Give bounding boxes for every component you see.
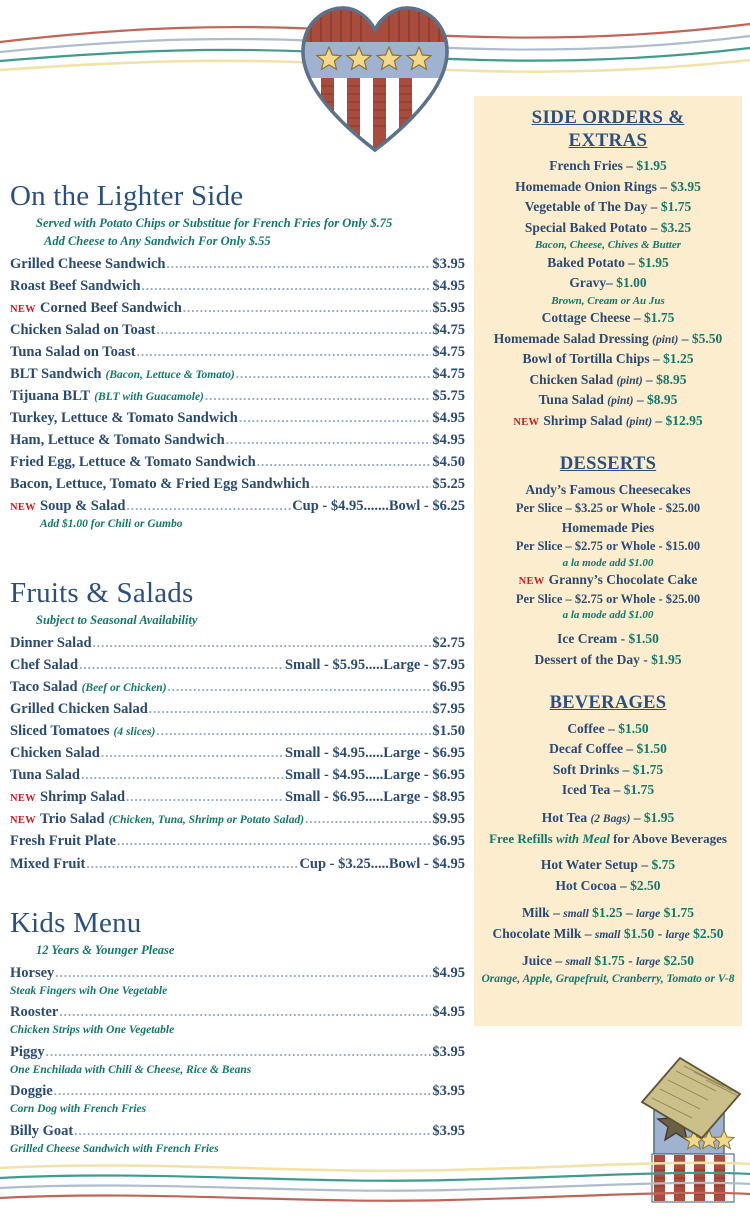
item-name: Hot Water Setup [540, 857, 638, 872]
dash: – [653, 351, 660, 367]
item-price: $2.50 [630, 877, 661, 893]
dot-leader [101, 743, 284, 763]
item-price: Cup - $4.95.......Bowl - $6.25 [292, 498, 465, 515]
item-name: Ham, Lettuce & Tomato Sandwich [10, 432, 225, 449]
beverage-item[interactable] [478, 739, 738, 760]
item-price: $4.95 [432, 410, 465, 427]
item-name: Fresh Fruit Plate [10, 833, 117, 850]
item-price: $5.75 [432, 388, 465, 405]
dash: – [608, 720, 615, 736]
item-price: $4.95 [432, 1004, 465, 1021]
item-name: Baked Potato [547, 254, 625, 270]
item-price: $4.95 [432, 964, 465, 981]
menu-item[interactable] [10, 1041, 465, 1063]
dessert-item[interactable] [478, 570, 738, 591]
item-name: Homemade Salad Dressing [493, 330, 649, 346]
dot-leader [81, 765, 284, 785]
item-description: (4 slices) [113, 726, 156, 739]
item-name: Turkey, Lettuce & Tomato Sandwich [10, 410, 238, 427]
item-name: Homemade Onion Rings [515, 178, 657, 194]
item-price: $1.25 [663, 351, 694, 367]
price-large: $1.75 [663, 905, 695, 921]
item-description: (BLT with Guacamole) [94, 391, 204, 404]
menu-item[interactable] [10, 451, 465, 473]
section-subtitle: Subject to Seasonal Availability [36, 613, 198, 628]
item-price: $.75 [651, 857, 676, 872]
dot-leader [142, 276, 432, 296]
beverage-item[interactable] [478, 876, 738, 897]
dot-leader [239, 408, 432, 428]
item-description: (Bacon, Lettuce & Tomato) [105, 369, 235, 382]
section-fruits-salads [10, 577, 470, 875]
item-note: Grilled Cheese Sandwich with French Fries [10, 1142, 219, 1155]
item-price: $1.50 [628, 631, 659, 647]
right-sidebar-panel [474, 96, 742, 1026]
patriotic-birdhouse-icon [636, 1052, 748, 1204]
item-name: Chicken Salad [529, 371, 614, 387]
item-name: Shrimp Salad [40, 789, 126, 806]
dash: – [626, 741, 634, 757]
dot-leader [305, 809, 431, 829]
item-price: $1.75 [623, 782, 655, 798]
separator: - [628, 953, 633, 969]
item-name: Taco Salad [10, 679, 78, 696]
item-name: Billy Goat [10, 1122, 74, 1139]
menu-item[interactable] [10, 473, 465, 495]
item-name: Bacon, Lettuce, Tomato & Fried Egg Sandwhich [10, 476, 310, 493]
beverage-item[interactable] [478, 719, 738, 740]
size-small-label: small [563, 908, 589, 921]
item-price: $8.95 [656, 371, 687, 387]
size-large-label: large [636, 956, 661, 969]
item-name: Bowl of Tortilla Chips [522, 351, 650, 367]
side-order-item[interactable] [478, 218, 738, 239]
section-title: On the Lighter Side [10, 180, 244, 212]
item-note: Steak Fingers wih One Vegetable [10, 984, 168, 997]
beverage-item[interactable] [478, 903, 738, 924]
menu-item[interactable] [10, 654, 465, 676]
section-subtitle: Add Cheese to Any Sandwich For Only $.55 [44, 234, 271, 249]
dash: – [613, 782, 621, 798]
dash: – [553, 905, 560, 921]
section-subtitle: Served with Potato Chips or Substitue for French Fries for Only $.75 [36, 216, 393, 231]
dot-leader [93, 633, 432, 653]
item-price: Cup - $3.25.....Bowl - $4.95 [299, 855, 465, 872]
dot-leader [166, 254, 431, 274]
item-name: Juice [521, 953, 552, 969]
side-order-item[interactable] [478, 329, 738, 350]
menu-item[interactable] [10, 720, 465, 742]
item-name: Vegetable of The Day [524, 199, 648, 215]
dash: – [633, 310, 641, 326]
item-price: $1.50 [618, 720, 649, 736]
dot-leader [205, 386, 431, 406]
item-note: Corn Dog with French Fries [10, 1103, 147, 1116]
item-price: $5.25 [432, 476, 465, 493]
dash: – [555, 953, 563, 969]
refills-post: for Above Beverages [609, 830, 727, 846]
new-badge: NEW [518, 576, 545, 588]
item-price: $1.95 [638, 254, 669, 270]
item-name: Grilled Chicken Salad [10, 701, 148, 718]
menu-item[interactable] [10, 495, 465, 517]
item-price: $2.75 [432, 635, 465, 652]
side-orders-heading-line1: SIDE ORDERS & [531, 107, 685, 128]
item-sub: Per Slice – $2.75 or Whole - $15.00 [515, 539, 701, 554]
item-price: Small - $4.95.....Large - $6.95 [284, 745, 465, 762]
item-name: French Fries [549, 158, 623, 174]
dash: – [626, 158, 633, 174]
item-name: Iced Tea [561, 782, 611, 798]
size-large-label: large [636, 908, 661, 921]
menu-item[interactable] [10, 385, 465, 407]
menu-item[interactable] [10, 853, 465, 875]
item-note: Bacon, Cheese, Chives & Butter [534, 239, 682, 252]
side-order-item[interactable] [478, 177, 738, 198]
menu-item[interactable] [10, 764, 465, 786]
item-price: $9.95 [432, 811, 465, 828]
item-price: $6.95 [432, 679, 465, 696]
item-price: $3.95 [432, 1043, 465, 1060]
dot-leader [168, 677, 432, 697]
item-price: $1.75 [643, 310, 675, 326]
item-name: Soup & Salad [40, 498, 126, 515]
item-price: Small - $5.95.....Large - $7.95 [284, 657, 465, 674]
item-qualifier: (pint) [607, 395, 634, 408]
item-name: Chicken Salad [10, 745, 100, 762]
dash: – [584, 925, 592, 941]
dash: – [650, 219, 658, 235]
item-name: Soft Drinks [552, 761, 620, 777]
beverage-item[interactable] [478, 780, 738, 801]
item-price: $3.95 [432, 256, 465, 273]
item-name: Hot Tea [541, 809, 588, 825]
beverage-item[interactable] [478, 924, 738, 945]
dash: – [655, 412, 663, 428]
dot-leader [257, 452, 432, 472]
item-qualifier: (pint) [652, 333, 679, 346]
new-badge: NEW [10, 815, 36, 827]
separator: – [625, 905, 633, 921]
item-name: Coffee [567, 720, 605, 736]
item-name: Roast Beef Sandwich [10, 278, 141, 295]
menu-item[interactable] [10, 698, 465, 720]
item-price: $4.50 [432, 454, 465, 471]
dot-leader [86, 854, 298, 874]
item-name: Gravy [569, 275, 607, 291]
item-name: Mixed Fruit [10, 855, 86, 872]
juice-flavors-note: Orange, Apple, Grapefruit, Cranberry, Tomato or V-8 [481, 972, 735, 985]
item-price: $4.75 [432, 366, 465, 383]
item-price: $1.50 [636, 741, 667, 757]
side-order-item[interactable] [478, 156, 738, 177]
menu-item[interactable] [10, 962, 465, 984]
side-order-item[interactable] [478, 411, 738, 432]
menu-item[interactable] [10, 632, 465, 654]
item-name: Milk [521, 905, 550, 921]
item-name: Ice Cream - [557, 631, 629, 647]
menu-item[interactable] [10, 363, 465, 385]
item-price: $8.95 [646, 392, 678, 408]
item-qualifier: (2 Bags) [590, 812, 631, 825]
left-menu-column [10, 180, 470, 1162]
item-price: $5.50 [691, 330, 723, 346]
price-small: $1.75 [594, 953, 625, 969]
side-orders-heading [478, 106, 738, 152]
dot-leader [126, 787, 284, 807]
item-name: Granny’s Chocolate Cake [548, 572, 698, 588]
item-name: Chocolate Milk [492, 925, 582, 941]
dot-leader [149, 699, 432, 719]
dash: – [633, 809, 641, 825]
dessert-item[interactable] [478, 629, 738, 650]
item-price: $3.95 [670, 178, 701, 194]
beverage-item[interactable] [478, 951, 738, 972]
dessert-item[interactable] [478, 650, 738, 671]
new-badge: NEW [513, 416, 540, 428]
dot-leader [126, 496, 291, 516]
side-order-item[interactable] [478, 253, 738, 274]
menu-item[interactable] [10, 676, 465, 698]
item-price: $1.75 [660, 199, 692, 215]
dash: – [620, 877, 627, 893]
item-price: $1.95 [651, 651, 682, 667]
menu-item[interactable] [10, 808, 465, 830]
dot-leader [46, 1042, 432, 1062]
dot-leader [54, 1081, 432, 1101]
item-price: $1.95 [636, 158, 667, 174]
new-badge: NEW [10, 793, 36, 805]
item-note: a la mode add $1.00 [562, 609, 654, 622]
item-sub: Per Slice – $3.25 or Whole - $25.00 [515, 501, 701, 516]
dot-leader [156, 320, 431, 340]
price-small: $1.25 [592, 905, 623, 921]
dot-leader [55, 963, 431, 983]
menu-item[interactable] [10, 319, 465, 341]
dot-leader [156, 721, 431, 741]
dot-leader [74, 1121, 431, 1141]
dot-leader [311, 474, 432, 494]
side-order-item[interactable] [478, 273, 738, 294]
item-name: Chef Salad [10, 657, 79, 674]
menu-item[interactable] [10, 429, 465, 451]
dot-leader [59, 1002, 431, 1022]
item-price: $1.00 [616, 275, 647, 291]
item-price: $12.95 [665, 412, 703, 428]
item-name: Homemade Pies [561, 519, 655, 535]
dash: – [681, 330, 689, 346]
item-name: Dessert of the Day - [534, 651, 652, 667]
item-price: $3.25 [660, 219, 692, 235]
item-note: Chicken Strips with One Vegetable [10, 1024, 175, 1037]
section-kids-menu [10, 907, 470, 1158]
dash: – [606, 275, 613, 291]
item-price: $4.95 [432, 432, 465, 449]
dot-leader [183, 298, 432, 318]
dash: – [628, 254, 635, 270]
dot-leader [79, 655, 284, 675]
item-price: $1.50 [432, 723, 465, 740]
beverage-item[interactable] [478, 855, 738, 876]
side-order-item[interactable] [478, 390, 738, 411]
item-name: Chicken Salad on Toast [10, 322, 156, 339]
item-name: Tuna Salad [10, 767, 81, 784]
item-qualifier: (pint) [625, 415, 653, 428]
item-name: Tijuana BLT [10, 388, 91, 405]
side-orders-heading-line2: EXTRAS [568, 130, 648, 152]
menu-item[interactable] [10, 1120, 465, 1142]
item-price: $4.95 [432, 278, 465, 295]
item-price: $7.95 [432, 701, 465, 718]
item-sub: Per Slice – $2.75 or Whole - $25.00 [515, 591, 701, 606]
side-order-item[interactable] [478, 370, 738, 391]
item-name: Piggy [10, 1043, 45, 1060]
menu-item[interactable] [10, 742, 465, 764]
dessert-item[interactable] [478, 518, 738, 539]
item-price: Small - $6.95.....Large - $8.95 [284, 789, 465, 806]
item-name: Fried Egg, Lettuce & Tomato Sandwich [10, 454, 256, 471]
free-refills-note [478, 829, 738, 849]
beverage-item[interactable] [478, 760, 738, 781]
menu-item[interactable] [10, 830, 465, 852]
item-name: Dinner Salad [10, 635, 92, 652]
side-order-item[interactable] [478, 308, 738, 329]
price-large: $2.50 [663, 953, 695, 969]
dot-leader [236, 364, 432, 384]
price-small: $1.50 [623, 925, 655, 941]
menu-item[interactable] [10, 407, 465, 429]
section-lighter-side [10, 180, 470, 533]
dot-leader [226, 430, 432, 450]
item-price: $6.95 [432, 833, 465, 850]
price-large: $2.50 [693, 925, 724, 941]
item-price: Small - $4.95.....Large - $6.95 [284, 767, 465, 784]
size-large-label: large [665, 928, 690, 941]
item-name: Rooster [10, 1004, 59, 1021]
new-badge: NEW [10, 304, 36, 316]
item-name: Special Baked Potato [524, 219, 648, 235]
item-note: Add $1.00 for Chili or Gumbo [40, 518, 183, 531]
item-name: Doggie [10, 1083, 53, 1100]
separator: - [657, 925, 663, 941]
size-small-label: small [565, 956, 592, 969]
patriotic-heart-icon [295, 0, 455, 155]
item-name: Horsey [10, 964, 55, 981]
beverages-heading: BEVERAGES [549, 693, 667, 714]
side-order-item[interactable] [478, 197, 738, 218]
menu-item[interactable] [10, 1080, 465, 1102]
item-price: $4.75 [432, 344, 465, 361]
item-name: Tuna Salad [538, 392, 604, 408]
item-note: a la mode add $1.00 [562, 556, 654, 569]
menu-item[interactable] [10, 275, 465, 297]
item-price: $4.75 [432, 322, 465, 339]
side-order-item[interactable] [478, 349, 738, 370]
item-name: Hot Cocoa [555, 877, 617, 893]
size-small-label: small [594, 928, 621, 941]
item-name: Tuna Salad on Toast [10, 344, 136, 361]
dessert-item[interactable] [478, 480, 738, 501]
item-name: Cottage Cheese [541, 310, 631, 326]
item-name: BLT Sandwich [10, 366, 102, 383]
item-note: Brown, Cream or Au Jus [551, 294, 665, 307]
item-name: Shrimp Salad [543, 412, 623, 428]
item-description: (Beef or Chicken) [81, 682, 167, 695]
dash: – [650, 199, 658, 215]
desserts-heading: DESSERTS [559, 454, 657, 475]
item-name: Sliced Tomatoes [10, 723, 110, 740]
item-note: One Enchilada with Chili & Cheese, Rice & Beans [10, 1063, 252, 1076]
item-price: $1.95 [643, 809, 675, 825]
section-title: Fruits & Salads [10, 576, 194, 609]
dash: – [646, 371, 653, 387]
menu-item[interactable] [10, 786, 465, 808]
section-subtitle: 12 Years & Younger Please [36, 942, 175, 957]
item-name: Decaf Coffee [549, 741, 627, 757]
dash: – [622, 761, 630, 777]
menu-item[interactable] [10, 253, 465, 275]
item-price: $1.75 [632, 761, 664, 777]
item-name: Trio Salad [40, 811, 105, 828]
dash: – [660, 178, 668, 194]
item-name: Grilled Cheese Sandwich [10, 256, 166, 273]
refills-pre: Free Refills [489, 830, 556, 846]
item-price: $3.95 [432, 1122, 465, 1139]
item-qualifier: (pint) [616, 374, 643, 387]
menu-item[interactable] [10, 297, 465, 319]
dash: – [636, 392, 644, 408]
section-title: Kids Menu [10, 906, 142, 939]
beverage-item[interactable] [478, 808, 738, 829]
dash: – [641, 857, 649, 872]
menu-item[interactable] [10, 341, 465, 363]
dot-leader [117, 831, 431, 851]
item-name: Andy’s Famous Cheesecakes [525, 481, 691, 497]
item-price: $3.95 [432, 1083, 465, 1100]
item-description: (Chicken, Tuna, Shrimp or Potato Salad) [108, 814, 305, 827]
item-price: $5.95 [432, 300, 465, 317]
menu-item[interactable] [10, 1001, 465, 1023]
refills-italic: with Meal [555, 830, 610, 846]
item-name: Corned Beef Sandwich [40, 300, 182, 317]
dot-leader [137, 342, 432, 362]
new-badge: NEW [10, 502, 36, 514]
